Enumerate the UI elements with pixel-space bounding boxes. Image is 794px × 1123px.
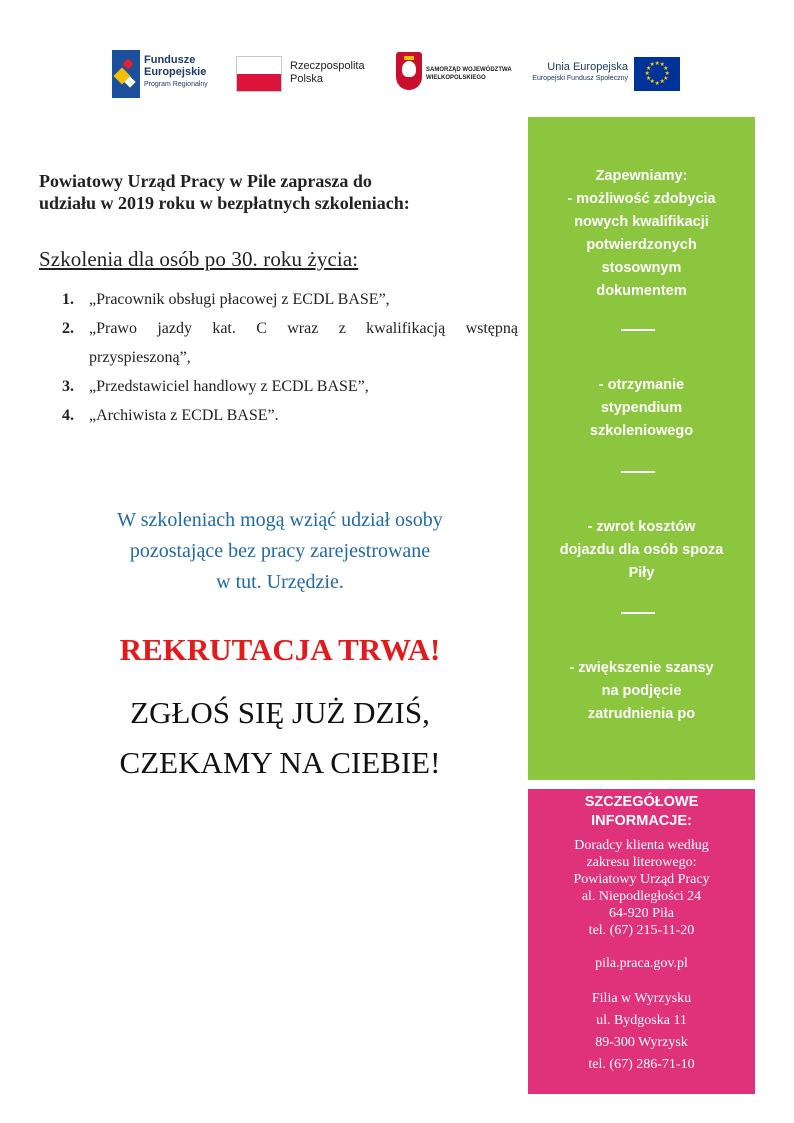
benefit-line: nowych kwalifikacji	[574, 214, 709, 230]
cta-line2: CZEKAMY NA CIEBIE!	[119, 745, 441, 780]
benefit-line: potwierdzonych	[586, 237, 697, 253]
wielkopolska-crest-icon	[396, 52, 422, 90]
eu-star-icon: ★	[663, 64, 669, 72]
list-item	[62, 372, 518, 401]
branch-address	[528, 988, 755, 1076]
course-title: „Prawo jazdy kat. C wraz z kwalifikacją wstępną	[89, 320, 518, 337]
benefit-line: Piły	[628, 565, 655, 581]
office-line: al. Niepodległości 24	[581, 889, 702, 904]
benefits-box	[528, 117, 755, 780]
eu-flag-icon	[634, 57, 680, 91]
benefit-line: - zwrot kosztów	[587, 519, 696, 535]
unia-line2: Europejski Fundusz Społeczny	[532, 75, 628, 82]
recruitment-banner: REKRUTACJA TRWA!	[119, 632, 441, 667]
eu-star-icon: ★	[649, 78, 655, 86]
eu-star-icon: ★	[644, 69, 650, 77]
rzeczpospolita-line1: Rzeczpospolita	[290, 60, 365, 72]
separator	[621, 329, 655, 331]
eligibility-line1: W szkoleniach mogą wziąć udział osoby	[117, 509, 443, 531]
fundusze-europejskie-logo	[112, 50, 222, 98]
office-line: Doradcy klienta według	[574, 838, 709, 853]
polish-flag-icon	[236, 56, 282, 92]
details-box	[528, 789, 755, 1094]
office-line: Powiatowy Urząd Pracy	[573, 872, 710, 887]
samorzad-line1: SAMORZĄD WOJEWÓDZTWA	[426, 67, 512, 73]
samorzad-logo	[396, 52, 516, 94]
list-item	[62, 401, 518, 430]
benefit-item	[528, 657, 755, 726]
benefit-line: dokumentem	[596, 283, 687, 299]
website-link[interactable]: pila.praca.gov.pl	[595, 956, 688, 971]
separator	[621, 471, 655, 473]
branch-phone: tel. (67) 286-71-10	[588, 1057, 695, 1072]
intro-line2: udziału w 2019 roku w bezpłatnych szkoleniach:	[39, 193, 410, 213]
list-item	[62, 314, 518, 372]
benefit-item	[528, 516, 755, 585]
intro-line1: Powiatowy Urząd Pracy w Pile zaprasza do	[39, 171, 372, 191]
benefit-line: na podjęcie	[601, 683, 682, 699]
course-number: 4.	[62, 407, 74, 424]
course-title: „Pracownik obsługi płacowej z ECDL BASE”,	[89, 291, 390, 308]
separator	[621, 612, 655, 614]
details-heading-line1: SZCZEGÓŁOWE	[584, 794, 699, 810]
unia-europejska-logo	[530, 57, 680, 93]
branch-line: ul. Bydgoska 11	[596, 1013, 687, 1028]
benefit-line: - otrzymanie	[598, 377, 685, 393]
call-to-action	[40, 688, 520, 788]
unia-line1: Unia Europejska	[547, 61, 628, 73]
cta-line1: ZGŁOŚ SIĘ JUŻ DZIŚ,	[130, 695, 430, 730]
benefit-line: zatrudnienia po	[587, 706, 696, 722]
rzeczpospolita-line2: Polska	[290, 73, 324, 85]
eu-star-icon: ★	[654, 59, 660, 67]
course-number: 3.	[62, 378, 74, 395]
details-heading	[528, 793, 755, 831]
course-list	[62, 285, 518, 430]
benefit-item	[528, 165, 755, 303]
benefit-line: - możliwość zdobycia	[567, 191, 716, 207]
office-address	[528, 837, 755, 939]
eligibility-line3: w tut. Urzędzie.	[216, 571, 344, 593]
eu-star-icon: ★	[654, 79, 660, 87]
office-phone: tel. (67) 215-11-20	[588, 923, 695, 938]
rzeczpospolita-logo	[236, 56, 376, 92]
eu-star-icon: ★	[659, 78, 665, 86]
fundusze-line2: Europejskie	[144, 66, 207, 78]
eu-star-icon: ★	[664, 69, 670, 77]
course-title: „Archiwista z ECDL BASE”.	[89, 407, 279, 424]
benefit-item	[528, 374, 755, 443]
eu-star-icon: ★	[659, 60, 665, 68]
course-number: 1.	[62, 291, 74, 308]
fundusze-line3: Program Regionalny	[144, 81, 208, 88]
benefits-heading: Zapewniamy:	[595, 168, 688, 184]
eligibility-line2: pozostające bez pracy zarejestrowane	[129, 540, 431, 562]
fundusze-mark-icon	[112, 50, 140, 98]
courses-subtitle: Szkolenia dla osób po 30. roku życia:	[39, 247, 359, 271]
eu-star-icon: ★	[663, 74, 669, 82]
benefit-line: szkoleniowego	[589, 423, 694, 439]
branch-line: Filia w Wyrzysku	[591, 991, 692, 1006]
benefit-line: - zwiększenie szansy	[569, 660, 714, 676]
fundusze-line1: Fundusze	[144, 54, 196, 66]
office-line: zakresu literowego:	[586, 855, 697, 870]
eligibility-note	[60, 505, 500, 598]
eu-star-icon: ★	[645, 64, 652, 72]
list-item	[62, 285, 518, 314]
benefit-line: stypendium	[600, 400, 683, 416]
course-title-continued: przyspieszoną”,	[89, 349, 191, 366]
branch-line: 89-300 Wyrzysk	[595, 1035, 688, 1050]
eu-star-icon: ★	[649, 60, 655, 68]
samorzad-line2: WIELKOPOLSKIEGO	[426, 75, 486, 81]
course-number: 2.	[62, 320, 74, 337]
benefit-line: dojazdu dla osób spoza	[559, 542, 724, 558]
office-line: 64-920 Piła	[609, 906, 674, 921]
benefit-line: stosownym	[601, 260, 682, 276]
course-title: „Przedstawiciel handlowy z ECDL BASE”,	[89, 378, 369, 395]
eu-star-icon: ★	[645, 74, 652, 82]
logo-bar	[0, 0, 794, 110]
details-heading-line2: INFORMACJE:	[591, 813, 692, 829]
intro-heading	[39, 170, 519, 214]
